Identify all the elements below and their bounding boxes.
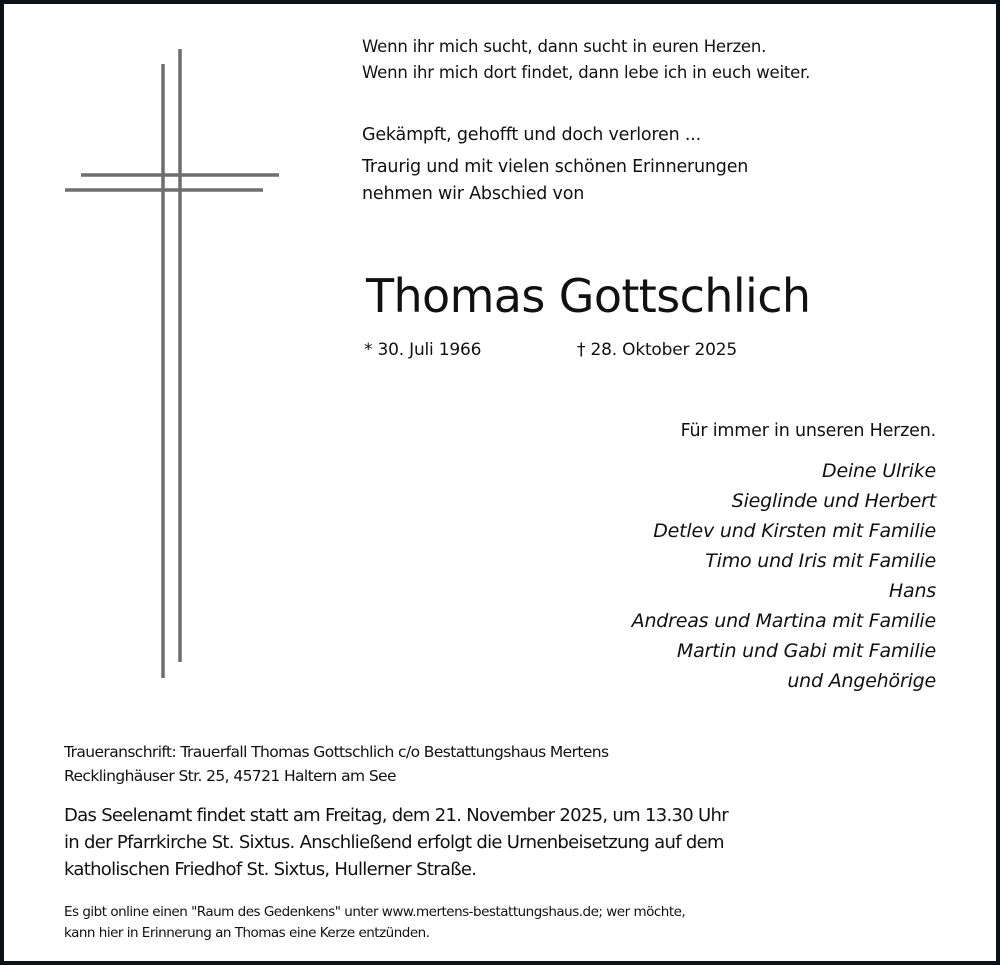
intro-text [362, 122, 748, 208]
poem-verse [362, 34, 810, 86]
service-line: in der Pfarrkirche St. Sixtus. Anschließend erfolgt die Urnenbeisetzung auf dem [64, 832, 724, 853]
intro-line: nehmen wir Abschied von [362, 184, 585, 204]
mourner: Timo und Iris mit Familie [705, 550, 936, 572]
mourner: Sieglinde und Herbert [731, 490, 936, 512]
forever-line: Für immer in unseren Herzen. [680, 421, 936, 441]
poem-line: Wenn ihr mich sucht, dann sucht in euren Herzen. [362, 37, 767, 56]
death-date: † 28. Oktober 2025 [577, 340, 737, 360]
online-line: kann hier in Erinnerung an Thomas eine Kerze entzünden. [64, 925, 430, 941]
mourners-list [632, 456, 936, 696]
mourner: Detlev und Kirsten mit Familie [653, 520, 936, 542]
online-memorial-info [64, 902, 685, 944]
birth-date: * 30. Juli 1966 [364, 340, 482, 360]
service-line: katholischen Friedhof St. Sixtus, Hullerner Straße. [64, 859, 477, 880]
deceased-name: Thomas Gottschlich [366, 269, 811, 323]
poem-line: Wenn ihr mich dort findet, dann lebe ich in euch weiter. [362, 63, 811, 82]
address-line: Traueranschrift: Trauerfall Thomas Gottschlich c/o Bestattungshaus Mertens [64, 743, 609, 761]
mourner: Hans [888, 580, 936, 602]
online-line: Es gibt online einen "Raum des Gedenkens" unter www.mertens-bestattungshaus.de; wer möchte, [64, 904, 686, 920]
obituary-notice [4, 4, 996, 961]
mourner: Deine Ulrike [822, 460, 936, 482]
mourner: Andreas und Martina mit Familie [631, 610, 936, 632]
mourner: und Angehörige [787, 670, 936, 692]
service-line: Das Seelenamt findet statt am Freitag, dem 21. November 2025, um 13.30 Uhr [64, 805, 728, 826]
intro-line: Traurig und mit vielen schönen Erinnerungen [362, 157, 749, 177]
service-info [64, 802, 728, 883]
mourner: Martin und Gabi mit Familie [676, 640, 936, 662]
mourning-address [64, 740, 608, 788]
cross-icon [4, 4, 304, 704]
intro-line: Gekämpft, gehofft und doch verloren ... [362, 125, 701, 145]
address-line: Recklinghäuser Str. 25, 45721 Haltern am See [64, 767, 396, 785]
